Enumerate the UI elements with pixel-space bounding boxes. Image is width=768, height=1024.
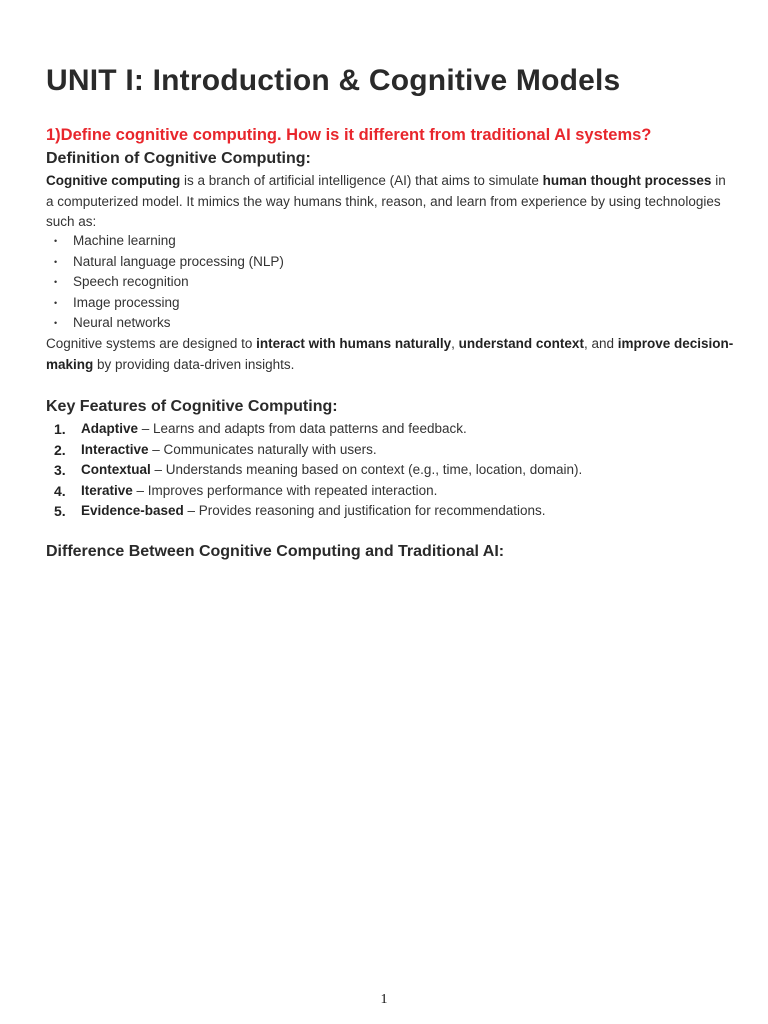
bullet-icon: • bbox=[54, 318, 58, 328]
features-heading: Key Features of Cognitive Computing: bbox=[46, 398, 338, 415]
definition-paragraph bbox=[46, 171, 736, 233]
list-item bbox=[46, 272, 284, 293]
feature-name: Adaptive bbox=[81, 421, 139, 436]
list-item-text: Speech recognition bbox=[73, 274, 189, 289]
bullet-icon: • bbox=[54, 277, 58, 287]
feature-desc: – Understands meaning based on context (e.g., time, location, domain). bbox=[150, 462, 583, 477]
unit-title: UNIT I: Introduction & Cognitive Models bbox=[46, 64, 621, 97]
difference-heading: Difference Between Cognitive Computing and Traditional AI: bbox=[46, 543, 505, 560]
feature-name: Contextual bbox=[81, 462, 151, 477]
feature-desc: – Provides reasoning and justification for recommendations. bbox=[183, 503, 546, 518]
feature-item bbox=[46, 501, 582, 522]
definition-text-1: is a branch of artificial intelligence (AI) that aims to simulate bbox=[180, 173, 543, 188]
question-heading: 1)Define cognitive computing. How is it different from traditional AI systems? bbox=[46, 126, 652, 144]
feature-number: 1. bbox=[54, 421, 66, 437]
feature-name: Iterative bbox=[81, 482, 133, 498]
list-item bbox=[46, 252, 284, 273]
list-item-text: Natural language processing (NLP) bbox=[73, 253, 284, 269]
bullet-icon: • bbox=[54, 236, 58, 246]
term-bold: Cognitive computing bbox=[46, 173, 181, 188]
feature-desc: – Learns and adapts from data patterns and feedback. bbox=[138, 421, 467, 436]
feature-number: 5. bbox=[54, 503, 66, 519]
systems-text-3: by providing data-driven insights. bbox=[93, 356, 295, 372]
feature-number: 4. bbox=[54, 482, 66, 499]
human-thought-bold: human thought processes bbox=[542, 173, 712, 188]
feature-item bbox=[46, 481, 582, 502]
list-item-text: Image processing bbox=[73, 294, 180, 310]
bullet-icon: • bbox=[54, 256, 58, 267]
feature-number: 3. bbox=[54, 462, 66, 478]
feature-item bbox=[46, 419, 582, 440]
systems-paragraph bbox=[46, 334, 736, 375]
interact-bold: interact with humans naturally bbox=[256, 336, 452, 351]
page-number: 1 bbox=[380, 992, 388, 1007]
list-item-text: Neural networks bbox=[73, 315, 171, 330]
bullet-icon: • bbox=[54, 297, 58, 308]
list-item bbox=[46, 231, 284, 252]
feature-name: Interactive bbox=[81, 441, 149, 457]
decision-bold: improve decision-making bbox=[46, 336, 734, 372]
feature-desc: – Improves performance with repeated interaction. bbox=[132, 482, 438, 498]
feature-desc: – Communicates naturally with users. bbox=[148, 441, 377, 457]
list-item bbox=[46, 313, 284, 334]
feature-item bbox=[46, 440, 582, 461]
features-list bbox=[46, 419, 582, 522]
systems-sep-1: , bbox=[451, 336, 459, 351]
definition-heading: Definition of Cognitive Computing: bbox=[46, 150, 311, 167]
systems-text-2: , and bbox=[583, 336, 618, 351]
technologies-list bbox=[46, 231, 284, 334]
feature-name: Evidence-based bbox=[81, 503, 184, 518]
feature-item bbox=[46, 460, 582, 481]
systems-text-1: Cognitive systems are designed to bbox=[46, 336, 257, 351]
list-item-text: Machine learning bbox=[73, 233, 176, 248]
list-item bbox=[46, 293, 284, 314]
context-bold: understand context bbox=[458, 336, 584, 351]
definition-text-2: in a computerized model. It mimics the way humans think, reason, and learn from experience by using technologies such as: bbox=[46, 173, 726, 229]
feature-number: 2. bbox=[54, 441, 66, 458]
